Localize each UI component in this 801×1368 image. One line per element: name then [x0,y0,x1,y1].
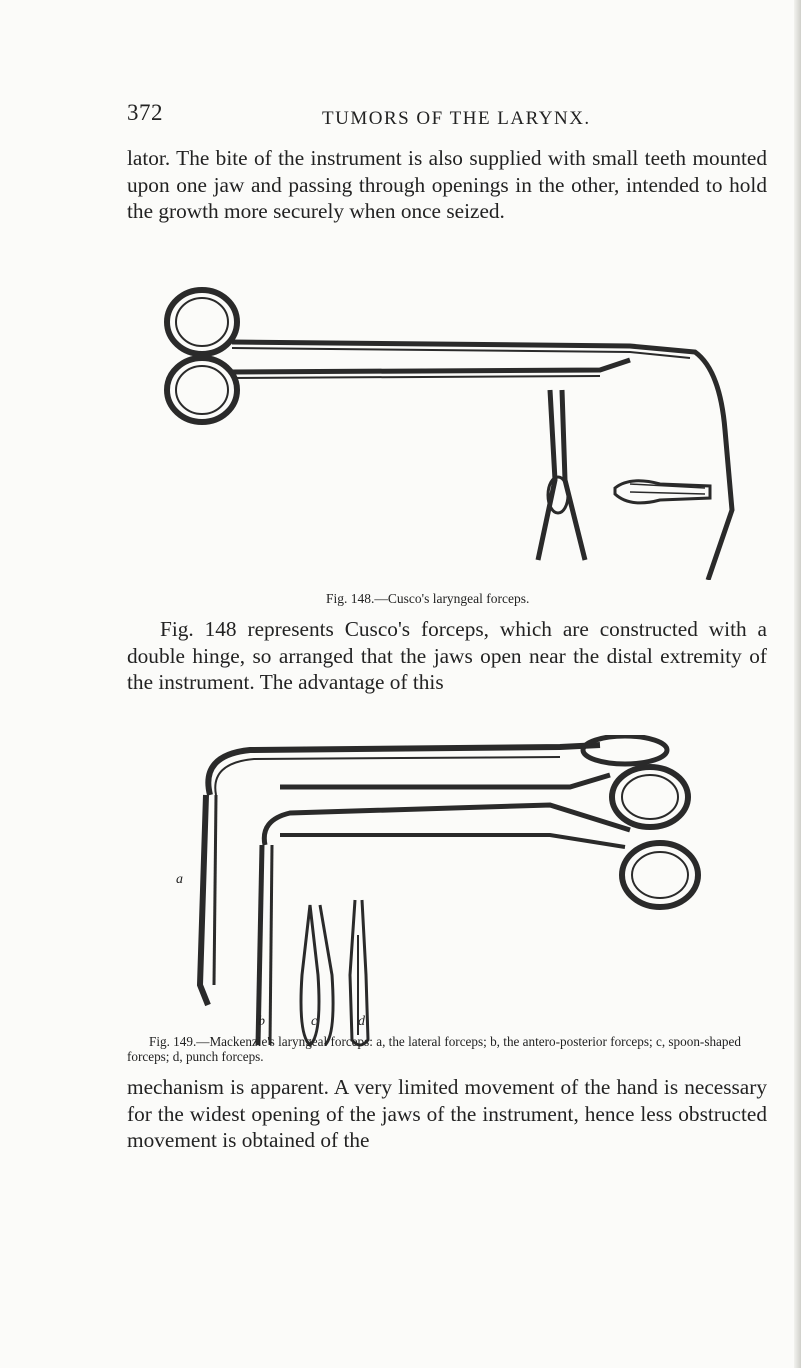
figure-149-label-b: b [258,1014,265,1029]
lower-ring [167,358,237,422]
page-edge-shadow [794,0,801,1368]
jaw-arm [538,390,555,560]
figure-149-label-c: c [311,1014,318,1029]
paragraph-2: Fig. 148 represents Cusco's forceps, which are constructed with a double hinge, so arranged that the jaws open near the distal extremity of the instrument. The advantage of this [127,617,767,694]
page-number: 372 [127,100,163,125]
upper-ring [167,290,237,354]
figure-148-illustration [160,280,750,580]
figure-149-label-a: a [176,872,183,887]
figure-149-illustration [170,735,730,1065]
lower-shaft [232,360,630,372]
running-head: TUMORS OF THE LARYNX. [322,108,591,129]
figure-149-label-d: d [358,1014,365,1029]
figure-148-caption: Fig. 148.—Cusco's laryngeal forceps. [326,591,530,606]
paragraph-3: mechanism is apparent. A very limited movement of the hand is necessary for the widest opening of the jaws of the instrument, hence less obstructed movement is obtained of the [127,1075,767,1152]
detached-jaw [615,481,710,503]
figure-149-caption: Fig. 149.—Mackenzie's laryngeal forceps: a, the lateral forceps; b, the antero-posterior forceps; c, spoon-shaped forceps; d, punch forceps. [127,1034,741,1064]
paragraph-1: lator. The bite of the instrument is also supplied with small teeth mounted upon one jaw and passing through openings in the other, intended to hold the growth more securely when once seized. [127,146,767,223]
